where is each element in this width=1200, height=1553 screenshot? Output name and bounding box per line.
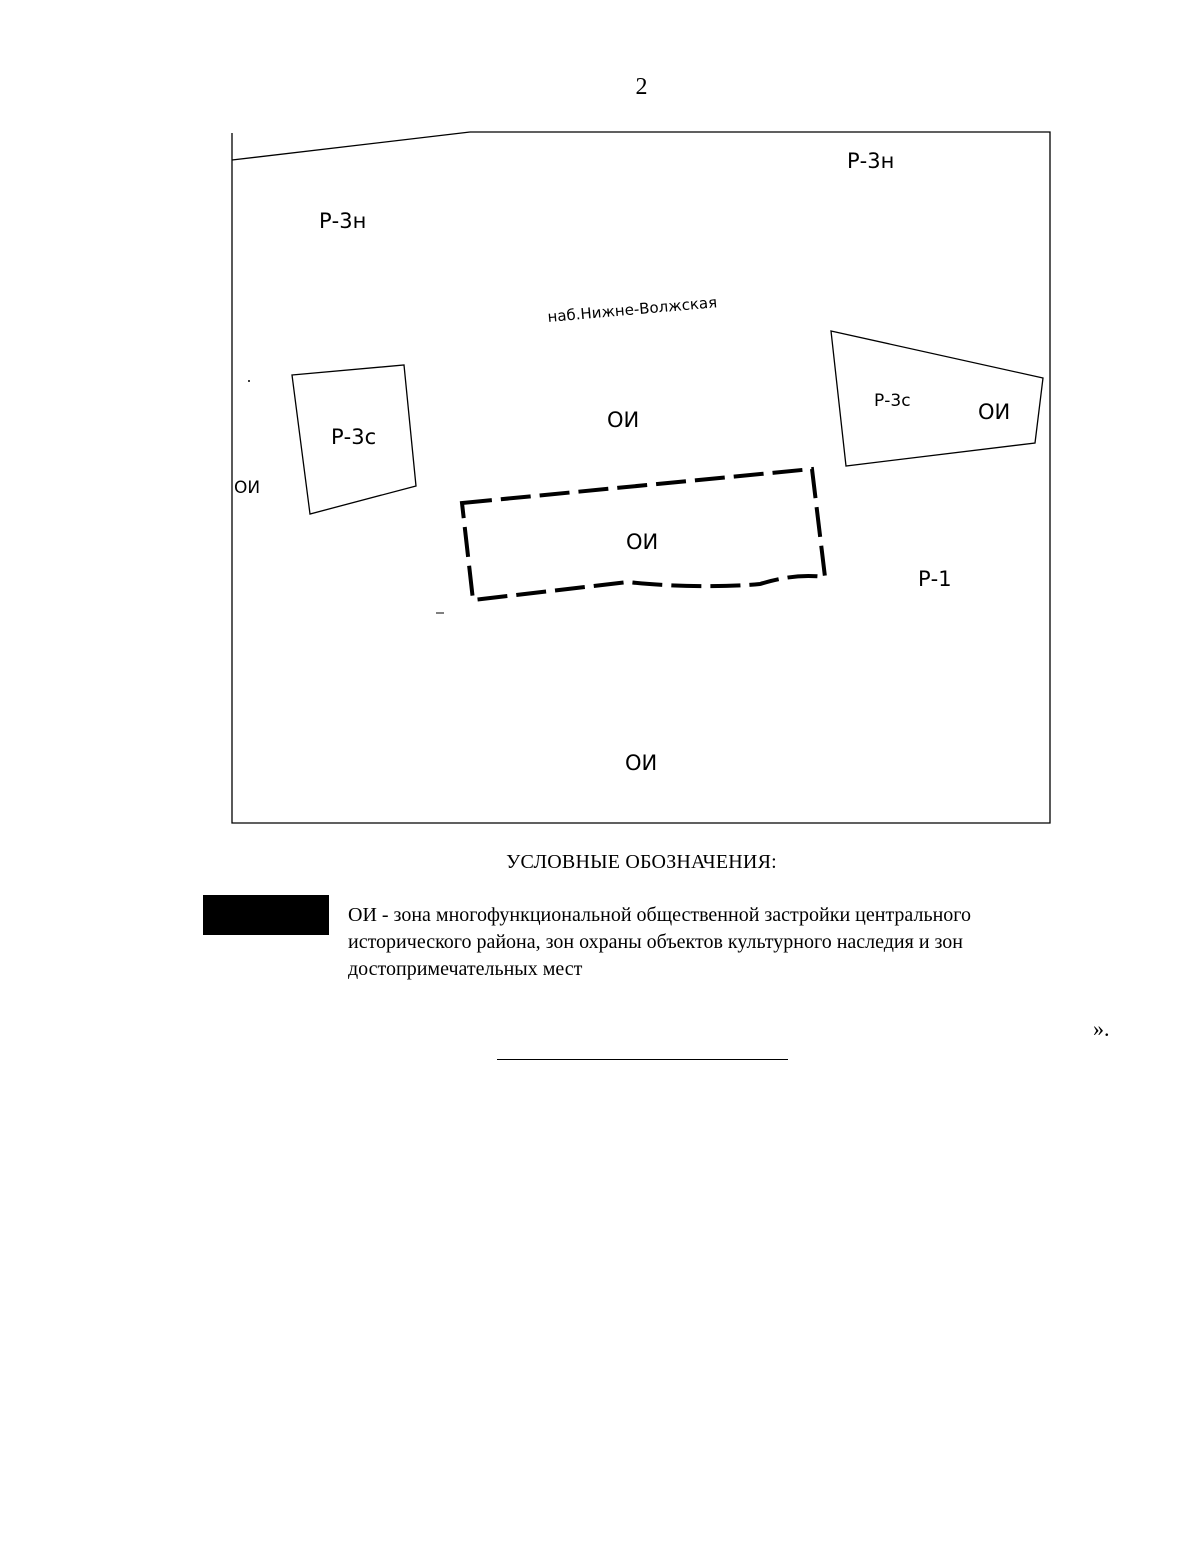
page-number: 2 (635, 74, 648, 100)
map-top-boundary-line (232, 132, 470, 160)
map-frame (232, 132, 1050, 823)
legend-swatch-oi (203, 895, 329, 935)
label-r3n-top-right: Р-3н (847, 149, 895, 173)
label-oi-bottom: ОИ (625, 751, 658, 775)
label-r3s-left: Р-3с (331, 425, 377, 449)
map-frame-outline (232, 132, 1050, 823)
legend-description-oi: ОИ - зона многофункциональной общественной застройки центрального исторического района, зон охраны объектов культурного наследия и зон достопримечательных мест (348, 904, 971, 980)
parcel-r3s-right (831, 331, 1043, 466)
closing-quote: ». (1093, 1016, 1110, 1041)
label-r1: Р-1 (918, 567, 952, 591)
legend-title: УСЛОВНЫЕ ОБОЗНАЧЕНИЯ: (506, 851, 777, 873)
stray-dot (248, 380, 250, 382)
label-oi-right: ОИ (978, 400, 1011, 424)
label-street: наб.Нижне-Волжская (546, 293, 718, 326)
label-r3s-right: Р-3с (874, 391, 911, 411)
end-rule (497, 1059, 788, 1060)
label-oi-left-edge: ОИ (234, 478, 261, 498)
label-r3n-left: Р-3н (319, 209, 367, 233)
label-oi-dashed: ОИ (626, 530, 659, 554)
label-oi-center-top: ОИ (607, 408, 640, 432)
